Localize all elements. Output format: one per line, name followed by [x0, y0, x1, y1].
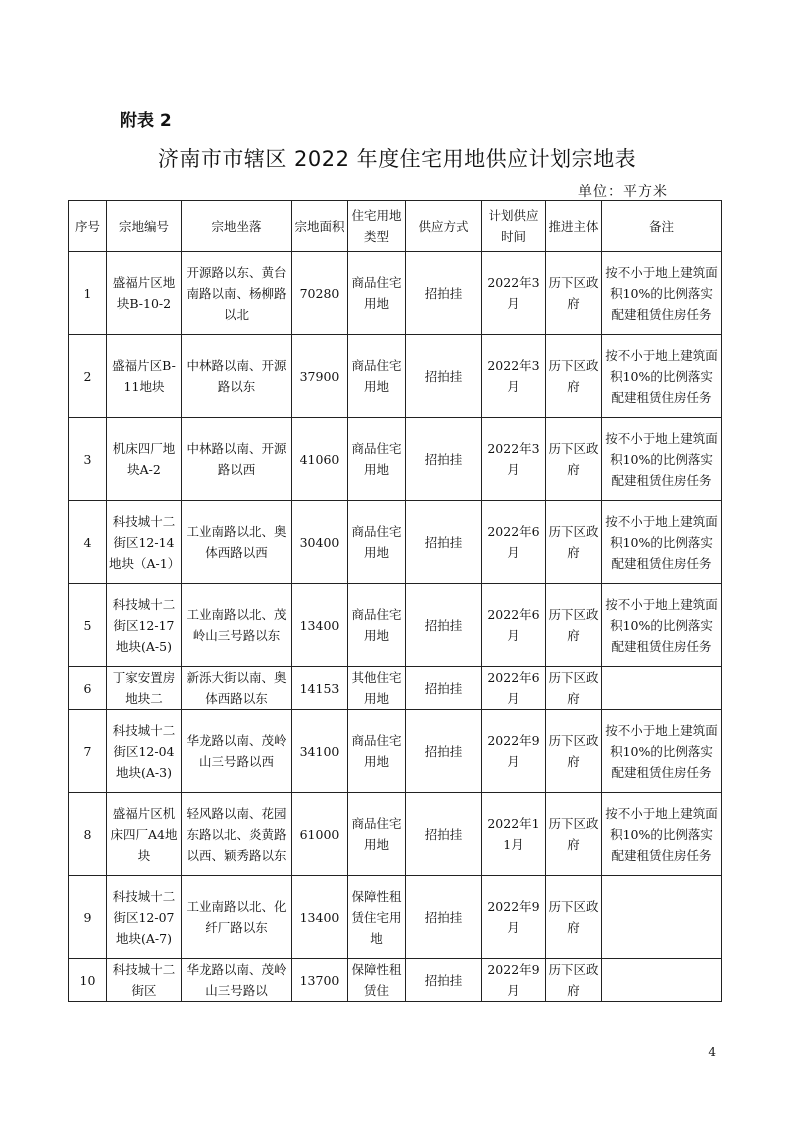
cell-planned-time: 2022年9月 — [482, 710, 546, 793]
header-supply-method: 供应方式 — [406, 201, 482, 252]
cell-area: 13700 — [292, 959, 348, 1002]
cell-remarks: 按不小于地上建筑面积10%的比例落实配建租赁住房任务 — [602, 418, 722, 501]
cell-area: 30400 — [292, 501, 348, 584]
cell-parcel-id: 盛福片区B-11地块 — [107, 335, 182, 418]
cell-housing-type: 商品住宅用地 — [348, 335, 406, 418]
cell-remarks — [602, 876, 722, 959]
cell-planned-time: 2022年6月 — [482, 667, 546, 710]
cell-promoter: 历下区政府 — [546, 667, 602, 710]
header-promoter: 推进主体 — [546, 201, 602, 252]
cell-area: 37900 — [292, 335, 348, 418]
cell-supply-method: 招拍挂 — [406, 710, 482, 793]
header-housing-type: 住宅用地类型 — [348, 201, 406, 252]
cell-no: 8 — [69, 793, 107, 876]
cell-planned-time: 2022年3月 — [482, 418, 546, 501]
cell-housing-type: 商品住宅用地 — [348, 710, 406, 793]
cell-location: 轻风路以南、花园东路以北、炎黄路以西、颖秀路以东 — [182, 793, 292, 876]
page-title: 济南市市辖区 2022 年度住宅用地供应计划宗地表 — [157, 147, 637, 171]
cell-promoter: 历下区政府 — [546, 710, 602, 793]
cell-remarks — [602, 959, 722, 1002]
cell-location: 华龙路以南、茂岭山三号路以西 — [182, 710, 292, 793]
cell-supply-method: 招拍挂 — [406, 793, 482, 876]
cell-housing-type: 商品住宅用地 — [348, 584, 406, 667]
cell-location: 工业南路以北、茂岭山三号路以东 — [182, 584, 292, 667]
cell-parcel-id: 科技城十二街区12-04地块(A-3) — [107, 710, 182, 793]
cell-no: 5 — [69, 584, 107, 667]
cell-promoter: 历下区政府 — [546, 959, 602, 1002]
table-row — [69, 584, 722, 667]
cell-no: 9 — [69, 876, 107, 959]
cell-remarks — [602, 667, 722, 710]
cell-promoter: 历下区政府 — [546, 335, 602, 418]
cell-planned-time: 2022年6月 — [482, 501, 546, 584]
cell-area: 13400 — [292, 584, 348, 667]
cell-location: 华龙路以南、茂岭山三号路以 — [182, 959, 292, 1002]
cell-parcel-id: 盛福片区机床四厂A4地块 — [107, 793, 182, 876]
cell-promoter: 历下区政府 — [546, 793, 602, 876]
table-header-row — [69, 201, 722, 252]
cell-location: 中林路以南、开源路以西 — [182, 418, 292, 501]
cell-area: 34100 — [292, 710, 348, 793]
cell-planned-time: 2022年9月 — [482, 876, 546, 959]
cell-remarks: 按不小于地上建筑面积10%的比例落实配建租赁住房任务 — [602, 335, 722, 418]
cell-no: 3 — [69, 418, 107, 501]
page-number: 4 — [708, 1045, 716, 1059]
table-row — [69, 710, 722, 793]
cell-housing-type: 其他住宅用地 — [348, 667, 406, 710]
cell-housing-type: 商品住宅用地 — [348, 501, 406, 584]
cell-parcel-id: 盛福片区地块B-10-2 — [107, 252, 182, 335]
header-no: 序号 — [69, 201, 107, 252]
cell-supply-method: 招拍挂 — [406, 501, 482, 584]
table-row — [69, 418, 722, 501]
header-parcel-id: 宗地编号 — [107, 201, 182, 252]
cell-housing-type: 保障性租赁住 — [348, 959, 406, 1002]
unit-label: 单位：平方米 — [578, 184, 668, 200]
cell-parcel-id: 科技城十二街区12-14地块（A-1） — [107, 501, 182, 584]
annex-label: 附表 2 — [120, 111, 172, 131]
cell-planned-time: 2022年9月 — [482, 959, 546, 1002]
header-planned-time: 计划供应时间 — [482, 201, 546, 252]
cell-location: 开源路以东、黄台南路以南、杨柳路以北 — [182, 252, 292, 335]
cell-supply-method: 招拍挂 — [406, 252, 482, 335]
header-remarks: 备注 — [602, 201, 722, 252]
cell-no: 2 — [69, 335, 107, 418]
cell-planned-time: 2022年11月 — [482, 793, 546, 876]
header-location: 宗地坐落 — [182, 201, 292, 252]
cell-promoter: 历下区政府 — [546, 252, 602, 335]
land-supply-table — [68, 200, 722, 1002]
cell-parcel-id: 机床四厂地块A-2 — [107, 418, 182, 501]
table-row — [69, 335, 722, 418]
table-row — [69, 793, 722, 876]
cell-parcel-id: 科技城十二街区12-17地块(A-5) — [107, 584, 182, 667]
cell-no: 4 — [69, 501, 107, 584]
cell-no: 6 — [69, 667, 107, 710]
cell-remarks: 按不小于地上建筑面积10%的比例落实配建租赁住房任务 — [602, 584, 722, 667]
cell-supply-method: 招拍挂 — [406, 876, 482, 959]
cell-supply-method: 招拍挂 — [406, 335, 482, 418]
cell-planned-time: 2022年3月 — [482, 335, 546, 418]
cell-area: 61000 — [292, 793, 348, 876]
cell-promoter: 历下区政府 — [546, 501, 602, 584]
cell-supply-method: 招拍挂 — [406, 959, 482, 1002]
cell-parcel-id: 科技城十二街区 — [107, 959, 182, 1002]
cell-supply-method: 招拍挂 — [406, 584, 482, 667]
cell-location: 工业南路以北、化纤厂路以东 — [182, 876, 292, 959]
cell-housing-type: 商品住宅用地 — [348, 418, 406, 501]
cell-no: 7 — [69, 710, 107, 793]
cell-remarks: 按不小于地上建筑面积10%的比例落实配建租赁住房任务 — [602, 710, 722, 793]
cell-planned-time: 2022年6月 — [482, 584, 546, 667]
table-row — [69, 959, 722, 1002]
cell-promoter: 历下区政府 — [546, 584, 602, 667]
cell-location: 中林路以南、开源路以东 — [182, 335, 292, 418]
cell-remarks: 按不小于地上建筑面积10%的比例落实配建租赁住房任务 — [602, 501, 722, 584]
cell-area: 14153 — [292, 667, 348, 710]
cell-area: 70280 — [292, 252, 348, 335]
cell-supply-method: 招拍挂 — [406, 418, 482, 501]
table-row — [69, 501, 722, 584]
cell-location: 工业南路以北、奥体西路以西 — [182, 501, 292, 584]
table-row — [69, 252, 722, 335]
table-row — [69, 876, 722, 959]
cell-remarks: 按不小于地上建筑面积10%的比例落实配建租赁住房任务 — [602, 793, 722, 876]
cell-remarks: 按不小于地上建筑面积10%的比例落实配建租赁住房任务 — [602, 252, 722, 335]
cell-planned-time: 2022年3月 — [482, 252, 546, 335]
cell-housing-type: 商品住宅用地 — [348, 252, 406, 335]
cell-no: 1 — [69, 252, 107, 335]
table-row — [69, 667, 722, 710]
cell-area: 13400 — [292, 876, 348, 959]
cell-location: 新泺大街以南、奥体西路以东 — [182, 667, 292, 710]
cell-promoter: 历下区政府 — [546, 876, 602, 959]
cell-supply-method: 招拍挂 — [406, 667, 482, 710]
cell-housing-type: 商品住宅用地 — [348, 793, 406, 876]
cell-parcel-id: 科技城十二街区12-07地块(A-7) — [107, 876, 182, 959]
header-area: 宗地面积 — [292, 201, 348, 252]
cell-parcel-id: 丁家安置房地块二 — [107, 667, 182, 710]
cell-promoter: 历下区政府 — [546, 418, 602, 501]
cell-no: 10 — [69, 959, 107, 1002]
cell-housing-type: 保障性租赁住宅用地 — [348, 876, 406, 959]
cell-area: 41060 — [292, 418, 348, 501]
